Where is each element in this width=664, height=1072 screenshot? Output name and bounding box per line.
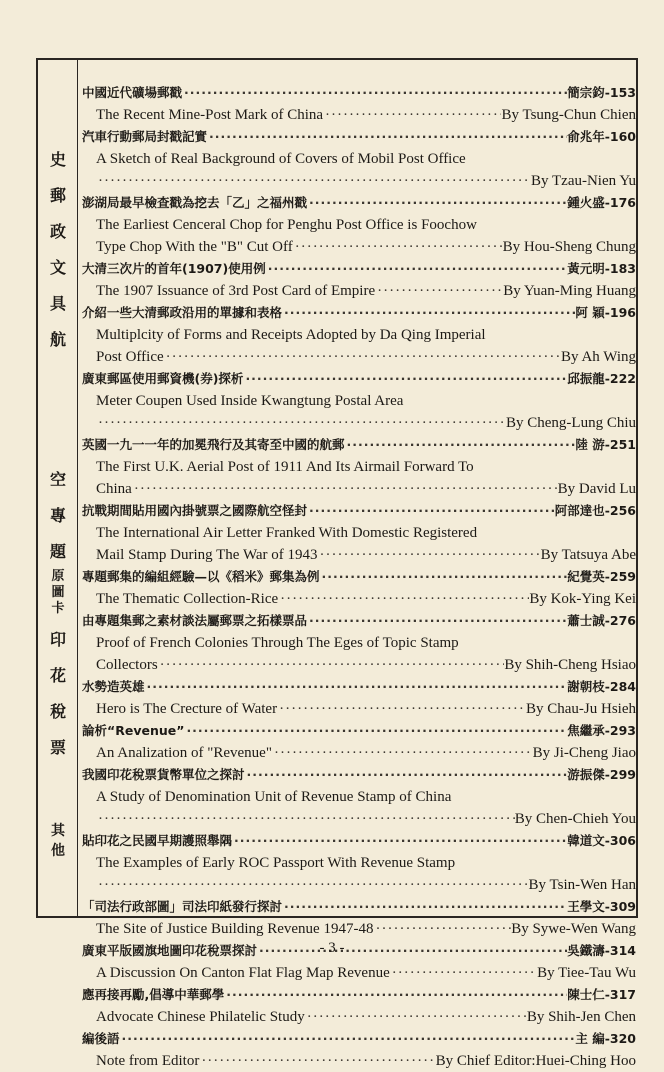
entry-chinese bbox=[82, 434, 636, 456]
leader-dots bbox=[282, 896, 567, 918]
leader-dots bbox=[277, 698, 526, 720]
leader-dots bbox=[390, 962, 537, 984]
entry-chinese bbox=[82, 82, 636, 104]
entry-chinese-title: 廣東郵區使用郵資機(券)探析 bbox=[82, 371, 244, 386]
entry-chinese-author: 陳士仁-317 bbox=[567, 987, 636, 1002]
entry-english-author: By Tsung-Chun Chien bbox=[501, 107, 636, 123]
entry-chinese bbox=[82, 676, 636, 698]
entry-chinese-author: 俞兆年-160 bbox=[567, 129, 636, 144]
leader-dots bbox=[266, 258, 568, 280]
entry-english-author: By Yuan-Ming Huang bbox=[503, 283, 636, 299]
entry-english-title: A Discussion On Canton Flat Flag Map Revenue bbox=[96, 965, 390, 981]
leader-dots bbox=[293, 236, 503, 258]
category-char: 政 bbox=[49, 222, 66, 241]
entry-chinese bbox=[82, 896, 636, 918]
entry-chinese-author: 王學文-309 bbox=[567, 899, 636, 914]
entry-chinese-author: 焦繼承-293 bbox=[567, 723, 636, 738]
entry-english bbox=[82, 808, 636, 830]
entry-chinese bbox=[82, 302, 636, 324]
entry-english-title: The 1907 Issuance of 3rd Post Card of Empire bbox=[96, 283, 376, 299]
contents-list bbox=[82, 82, 636, 1072]
entry-english bbox=[82, 478, 636, 500]
entry-chinese-title: 大清三次片的首年(1907)使用例 bbox=[82, 261, 266, 276]
leader-dots bbox=[158, 654, 505, 676]
category-char: 原 bbox=[51, 569, 65, 584]
category-char: 史 bbox=[49, 150, 66, 169]
entry-english-title: The Site of Justice Building Revenue 1947-48 bbox=[96, 921, 374, 937]
entry-chinese-title: 汽車行動郵局封戳記實 bbox=[82, 129, 208, 144]
leader-dots bbox=[243, 368, 567, 390]
entry-chinese-author: 簡宗鈞-153 bbox=[567, 85, 636, 100]
entry-chinese bbox=[82, 764, 636, 786]
category-char: 航 bbox=[49, 330, 66, 349]
entry-chinese-title: 論析“Revenue” bbox=[82, 723, 185, 738]
leader-dots bbox=[182, 82, 567, 104]
entry-english-author: By Shih-Cheng Hsiao bbox=[504, 657, 636, 673]
entry-chinese bbox=[82, 984, 636, 1006]
leader-dots bbox=[272, 742, 533, 764]
entry-english-title: Collectors bbox=[96, 657, 158, 673]
leader-dots bbox=[278, 588, 529, 610]
entry-english-title: A Sketch of Real Background of Covers of Mobil Post Office bbox=[96, 151, 466, 167]
leader-dots bbox=[96, 412, 506, 434]
leader-dots bbox=[345, 434, 576, 456]
leader-dots bbox=[373, 918, 511, 940]
entry-english-title: The First U.K. Aerial Post of 1911 And Its Airmail Forward To bbox=[96, 459, 474, 475]
entry-english-author: By Hou-Sheng Chung bbox=[502, 239, 636, 255]
category-char: 具 bbox=[49, 294, 66, 313]
entry-english-title: The Earliest Cenceral Chop for Penghu Post Office is Foochow bbox=[96, 217, 477, 233]
category-char: 票 bbox=[49, 738, 66, 757]
entry-chinese-author: 鍾火盛-176 bbox=[567, 195, 636, 210]
leader-dots bbox=[375, 280, 503, 302]
entry-english-author: By Tzau-Nien Yu bbox=[531, 173, 636, 189]
entry-english-title: Meter Coupen Used Inside Kwangtung Postal Area bbox=[96, 393, 404, 409]
entry-chinese bbox=[82, 720, 636, 742]
entry-english bbox=[82, 918, 636, 940]
entry-english-author: By Tiee-Tau Wu bbox=[537, 965, 636, 981]
entry-chinese bbox=[82, 1028, 636, 1050]
entry-english bbox=[82, 346, 636, 368]
entry-english-title: Advocate Chinese Philatelic Study bbox=[96, 1009, 305, 1025]
entry-english bbox=[82, 236, 636, 258]
entry-chinese-author: 邱振龍-222 bbox=[567, 371, 636, 386]
entry-chinese-author: 吳鐵濤-314 bbox=[567, 943, 636, 958]
leader-dots bbox=[320, 566, 568, 588]
entry-chinese-author: 紀覺英-259 bbox=[567, 569, 636, 584]
entry-chinese-title: 水勢造英雄 bbox=[82, 679, 145, 694]
contents-frame bbox=[36, 58, 638, 1069]
entry-english bbox=[82, 654, 636, 676]
entry-english bbox=[82, 1050, 636, 1072]
entry-chinese bbox=[82, 610, 636, 632]
entry-chinese-title: 貼印花之民國早期護照舉隅 bbox=[82, 833, 233, 848]
entry-english-title: The International Air Letter Franked With Domestic Registered bbox=[96, 525, 478, 541]
leader-dots bbox=[120, 1028, 576, 1050]
page-number: - 3 - bbox=[319, 940, 345, 956]
category-char: 印 bbox=[49, 630, 66, 649]
category-char: 空 bbox=[49, 470, 66, 489]
category-char: 專 bbox=[49, 506, 66, 525]
entry-english-author: By Chief Editor:Huei-Ching Hoo bbox=[435, 1053, 636, 1069]
category-char: 文 bbox=[49, 258, 66, 277]
entry-english-author: By David Lu bbox=[557, 481, 636, 497]
entry-english bbox=[82, 170, 636, 192]
entry-chinese-author: 阿 穎-196 bbox=[575, 305, 636, 320]
leader-dots bbox=[96, 874, 529, 896]
leader-dots bbox=[132, 478, 558, 500]
leader-dots bbox=[184, 720, 567, 742]
entry-chinese bbox=[82, 830, 636, 852]
entry-english-title: The Examples of Early ROC Passport With Revenue Stamp bbox=[96, 855, 456, 871]
entry-chinese-author: 黃元明-183 bbox=[567, 261, 636, 276]
entry-chinese bbox=[82, 126, 636, 148]
entry-chinese-author: 韓道文-306 bbox=[567, 833, 636, 848]
entry-chinese-title: 中國近代礦場郵戳 bbox=[82, 85, 183, 100]
entry-english-author: By Tatsuya Abe bbox=[540, 547, 636, 563]
entry-chinese bbox=[82, 566, 636, 588]
leader-dots bbox=[199, 1050, 435, 1072]
entry-chinese bbox=[82, 368, 636, 390]
entry-chinese-author: 阿部達也-256 bbox=[554, 503, 636, 518]
entry-english bbox=[82, 412, 636, 434]
entry-chinese-title: 介紹一些大清郵政沿用的單據和表格 bbox=[82, 305, 283, 320]
entry-english bbox=[82, 874, 636, 896]
entry-english-title: China bbox=[96, 481, 132, 497]
entry-english-author: By Cheng-Lung Chiu bbox=[506, 415, 636, 431]
entry-english-title: Proof of French Colonies Through The Eges of Topic Stamp bbox=[96, 635, 459, 651]
category-char: 稅 bbox=[49, 702, 66, 721]
leader-dots bbox=[145, 676, 568, 698]
entry-english-title: Mail Stamp During The War of 1943 bbox=[96, 547, 318, 563]
leader-dots bbox=[96, 170, 531, 192]
entry-english bbox=[82, 104, 636, 126]
category-sidebar bbox=[38, 60, 78, 916]
entry-chinese-title: 英國一九一一年的加冕飛行及其寄至中國的航郵 bbox=[82, 437, 345, 452]
entry-english bbox=[82, 698, 636, 720]
entry-chinese-author: 謝朝枝-284 bbox=[567, 679, 636, 694]
entry-english-author: By Tsin-Wen Han bbox=[528, 877, 636, 893]
leader-dots bbox=[305, 1006, 527, 1028]
entry-english bbox=[82, 280, 636, 302]
entry-chinese-title: 專題郵集的編組經驗—以《稻米》郵集為例 bbox=[82, 569, 320, 584]
entry-chinese-title: 抗戰期間貼用國內掛號票之國際航空怪封 bbox=[82, 503, 308, 518]
entry-chinese bbox=[82, 192, 636, 214]
entry-chinese-author: 游振傑-299 bbox=[567, 767, 636, 782]
entry-english-title: Hero is The Crecture of Water bbox=[96, 701, 278, 717]
entry-english-title: Type Chop With the "B" Cut Off bbox=[96, 239, 293, 255]
category-char: 他 bbox=[51, 843, 65, 859]
entry-english bbox=[82, 544, 636, 566]
entry-chinese-title: 我國印花稅票貨幣單位之探討 bbox=[82, 767, 245, 782]
entry-chinese-title: 編後語 bbox=[82, 1031, 120, 1046]
entry-english bbox=[82, 962, 636, 984]
leader-dots bbox=[307, 610, 567, 632]
leader-dots bbox=[245, 764, 568, 786]
leader-dots bbox=[282, 302, 575, 324]
leader-dots bbox=[307, 500, 555, 522]
category-char: 郵 bbox=[49, 186, 66, 205]
entry-chinese-author: 陸 游-251 bbox=[575, 437, 636, 452]
category-char: 花 bbox=[49, 666, 66, 685]
entry-chinese-title: 應再接再勵,倡導中華郵學 bbox=[82, 987, 225, 1002]
entry-english-author: By Shih-Jen Chen bbox=[526, 1009, 636, 1025]
leader-dots bbox=[323, 104, 501, 126]
entry-english-author: By Sywe-Wen Wang bbox=[511, 921, 636, 937]
entry-chinese-author: 蕭士誠-276 bbox=[567, 613, 636, 628]
entry-english bbox=[82, 1006, 636, 1028]
category-char: 卡 bbox=[51, 601, 65, 616]
entry-english-title: The Thematic Collection-Rice bbox=[96, 591, 279, 607]
entry-english-title: Post Office bbox=[96, 349, 164, 365]
entry-chinese bbox=[82, 500, 636, 522]
entry-english-title: The Recent Mine-Post Mark of China bbox=[96, 107, 324, 123]
entry-chinese-title: 澎湖局最早檢查戳為挖去「乙」之福州戳 bbox=[82, 195, 308, 210]
entry-english-title: Multiplcity of Forms and Receipts Adopted by Da Qing Imperial bbox=[96, 327, 486, 343]
leader-dots bbox=[232, 830, 567, 852]
category-char: 題 bbox=[49, 542, 66, 561]
leader-dots bbox=[96, 808, 515, 830]
entry-english-author: By Kok-Ying Kei bbox=[529, 591, 636, 607]
entry-english-title: Note from Editor bbox=[96, 1053, 200, 1069]
entry-english-title: An Analization of "Revenue" bbox=[96, 745, 272, 761]
leader-dots bbox=[307, 192, 567, 214]
entry-english-author: By Chau-Ju Hsieh bbox=[526, 701, 636, 717]
leader-dots bbox=[207, 126, 567, 148]
entry-english-author: By Ji-Cheng Jiao bbox=[532, 745, 636, 761]
leader-dots bbox=[224, 984, 567, 1006]
entry-chinese bbox=[82, 258, 636, 280]
category-char: 其 bbox=[51, 823, 65, 839]
entry-english-author: By Chen-Chieh You bbox=[514, 811, 636, 827]
entry-chinese-title: 由專題集郵之素材談法屬郵票之拓樣票品 bbox=[82, 613, 308, 628]
entry-chinese-author: 主 編-320 bbox=[575, 1031, 636, 1046]
category-char: 圖 bbox=[51, 585, 65, 600]
entry-chinese-title: 廣東平版國旗地圖印花稅票探討 bbox=[82, 943, 258, 958]
leader-dots bbox=[318, 544, 541, 566]
leader-dots bbox=[164, 346, 561, 368]
entry-english-author: By Ah Wing bbox=[561, 349, 636, 365]
entry-english bbox=[82, 588, 636, 610]
entry-chinese-title: 「司法行政部圖」司法印紙發行探討 bbox=[82, 899, 283, 914]
entry-english-title: A Study of Denomination Unit of Revenue Stamp of China bbox=[96, 789, 452, 805]
entry-english bbox=[82, 742, 636, 764]
